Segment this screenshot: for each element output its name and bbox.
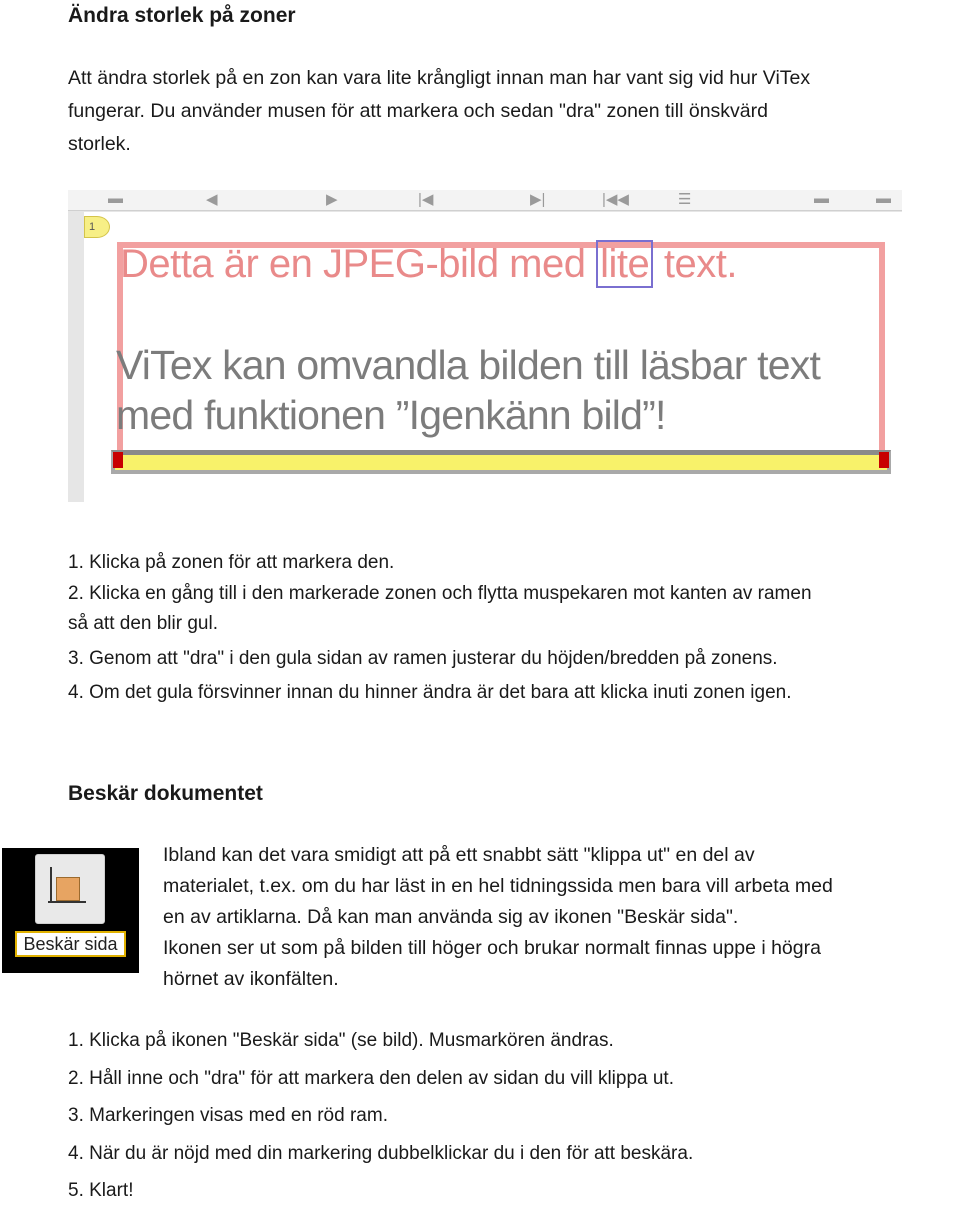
toolbar-icon: ▬ — [108, 190, 123, 207]
intro-paragraph — [68, 62, 948, 161]
paragraph-line: Ibland kan det vara smidigt att på ett snabbt sätt "klippa ut" en del av — [163, 844, 755, 866]
paragraph-line: Ikonen ser ut som på bilden till höger och brukar normalt finnas uppe i högra — [163, 937, 821, 959]
skip-icon: |◀◀ — [602, 191, 629, 208]
list-item: 5. Klart! — [68, 1180, 134, 1201]
list-item: 2. Klicka en gång till i den markerade zonen och flytta muspekaren mot kanten av ramen — [68, 583, 812, 604]
intro-line: storlek. — [68, 133, 131, 155]
menu-icon: ☰ — [678, 191, 692, 208]
list-item: 1. Klicka på ikonen "Beskär sida" (se bild). Musmarkören ändras. — [68, 1030, 614, 1051]
crop-icon-line — [48, 901, 86, 903]
back-icon: ◀ — [206, 191, 218, 208]
zone-number-badge: 1 — [84, 216, 110, 238]
screenshot-text-line1 — [120, 242, 737, 287]
crop-icon-line — [50, 867, 52, 903]
list-item: så att den blir gul. — [68, 613, 218, 634]
list-item: 4. Om det gula försvinner innan du hinner ändra är det bara att klicka inuti zonen igen. — [68, 682, 792, 703]
crop-icon — [56, 877, 80, 901]
play-icon: ▶ — [326, 191, 338, 208]
handle-corner-left — [113, 452, 123, 468]
vitex-screenshot — [68, 190, 902, 502]
crop-button-label: Beskär sida — [15, 931, 126, 957]
line1-prefix: Detta är en JPEG-bild med — [120, 242, 597, 286]
text-cursor-selection: lite — [596, 240, 653, 288]
handle-corner-right — [879, 452, 889, 468]
intro-line: fungerar. Du använder musen för att markera och sedan "dra" zonen till önskvärd — [68, 100, 768, 122]
paragraph-line: hörnet av ikonfälten. — [163, 968, 339, 990]
zone-resize-handle[interactable] — [111, 450, 891, 474]
screenshot-text-line3: med funktionen ”Igenkänn bild”! — [116, 392, 666, 438]
paragraph-line: en av artiklarna. Då kan man använda sig av ikonen "Beskär sida". — [163, 906, 739, 928]
crop-icon-illustration — [2, 848, 139, 973]
screenshot-text-line2: ViTex kan omvandla bilden till läsbar text — [116, 342, 821, 388]
list-item: 1. Klicka på zonen för att markera den. — [68, 552, 395, 573]
intro-line: Att ändra storlek på en zon kan vara lite krångligt innan man har vant sig vid hur ViTex — [68, 67, 811, 89]
crop-button[interactable] — [35, 854, 105, 924]
heading-resize-zones: Ändra storlek på zoner — [68, 4, 296, 27]
toolbar-icon: ▬ — [876, 190, 891, 207]
list-item: 2. Håll inne och "dra" för att markera den delen av sidan du vill klippa ut. — [68, 1067, 674, 1089]
first-page-icon: |◀ — [418, 191, 434, 208]
last-page-icon: ▶| — [530, 191, 546, 208]
line1-suffix: text. — [653, 242, 737, 286]
viewer-toolbar — [68, 190, 902, 211]
resize-steps-list — [68, 546, 958, 710]
paragraph-line: materialet, t.ex. om du har läst in en hel tidningssida men bara vill arbeta med — [163, 875, 833, 897]
list-item: 3. Genom att "dra" i den gula sidan av ramen justerar du höjden/bredden på zonens. — [68, 648, 778, 669]
crop-steps-list — [68, 1022, 958, 1210]
crop-paragraph — [163, 840, 953, 995]
list-item: 3. Markeringen visas med en röd ram. — [68, 1105, 388, 1126]
list-item: 4. När du är nöjd med din markering dubbelklickar du i den för att beskära. — [68, 1142, 694, 1164]
heading-crop-document: Beskär dokumentet — [68, 782, 263, 805]
toolbar-icon: ▬ — [814, 190, 829, 207]
